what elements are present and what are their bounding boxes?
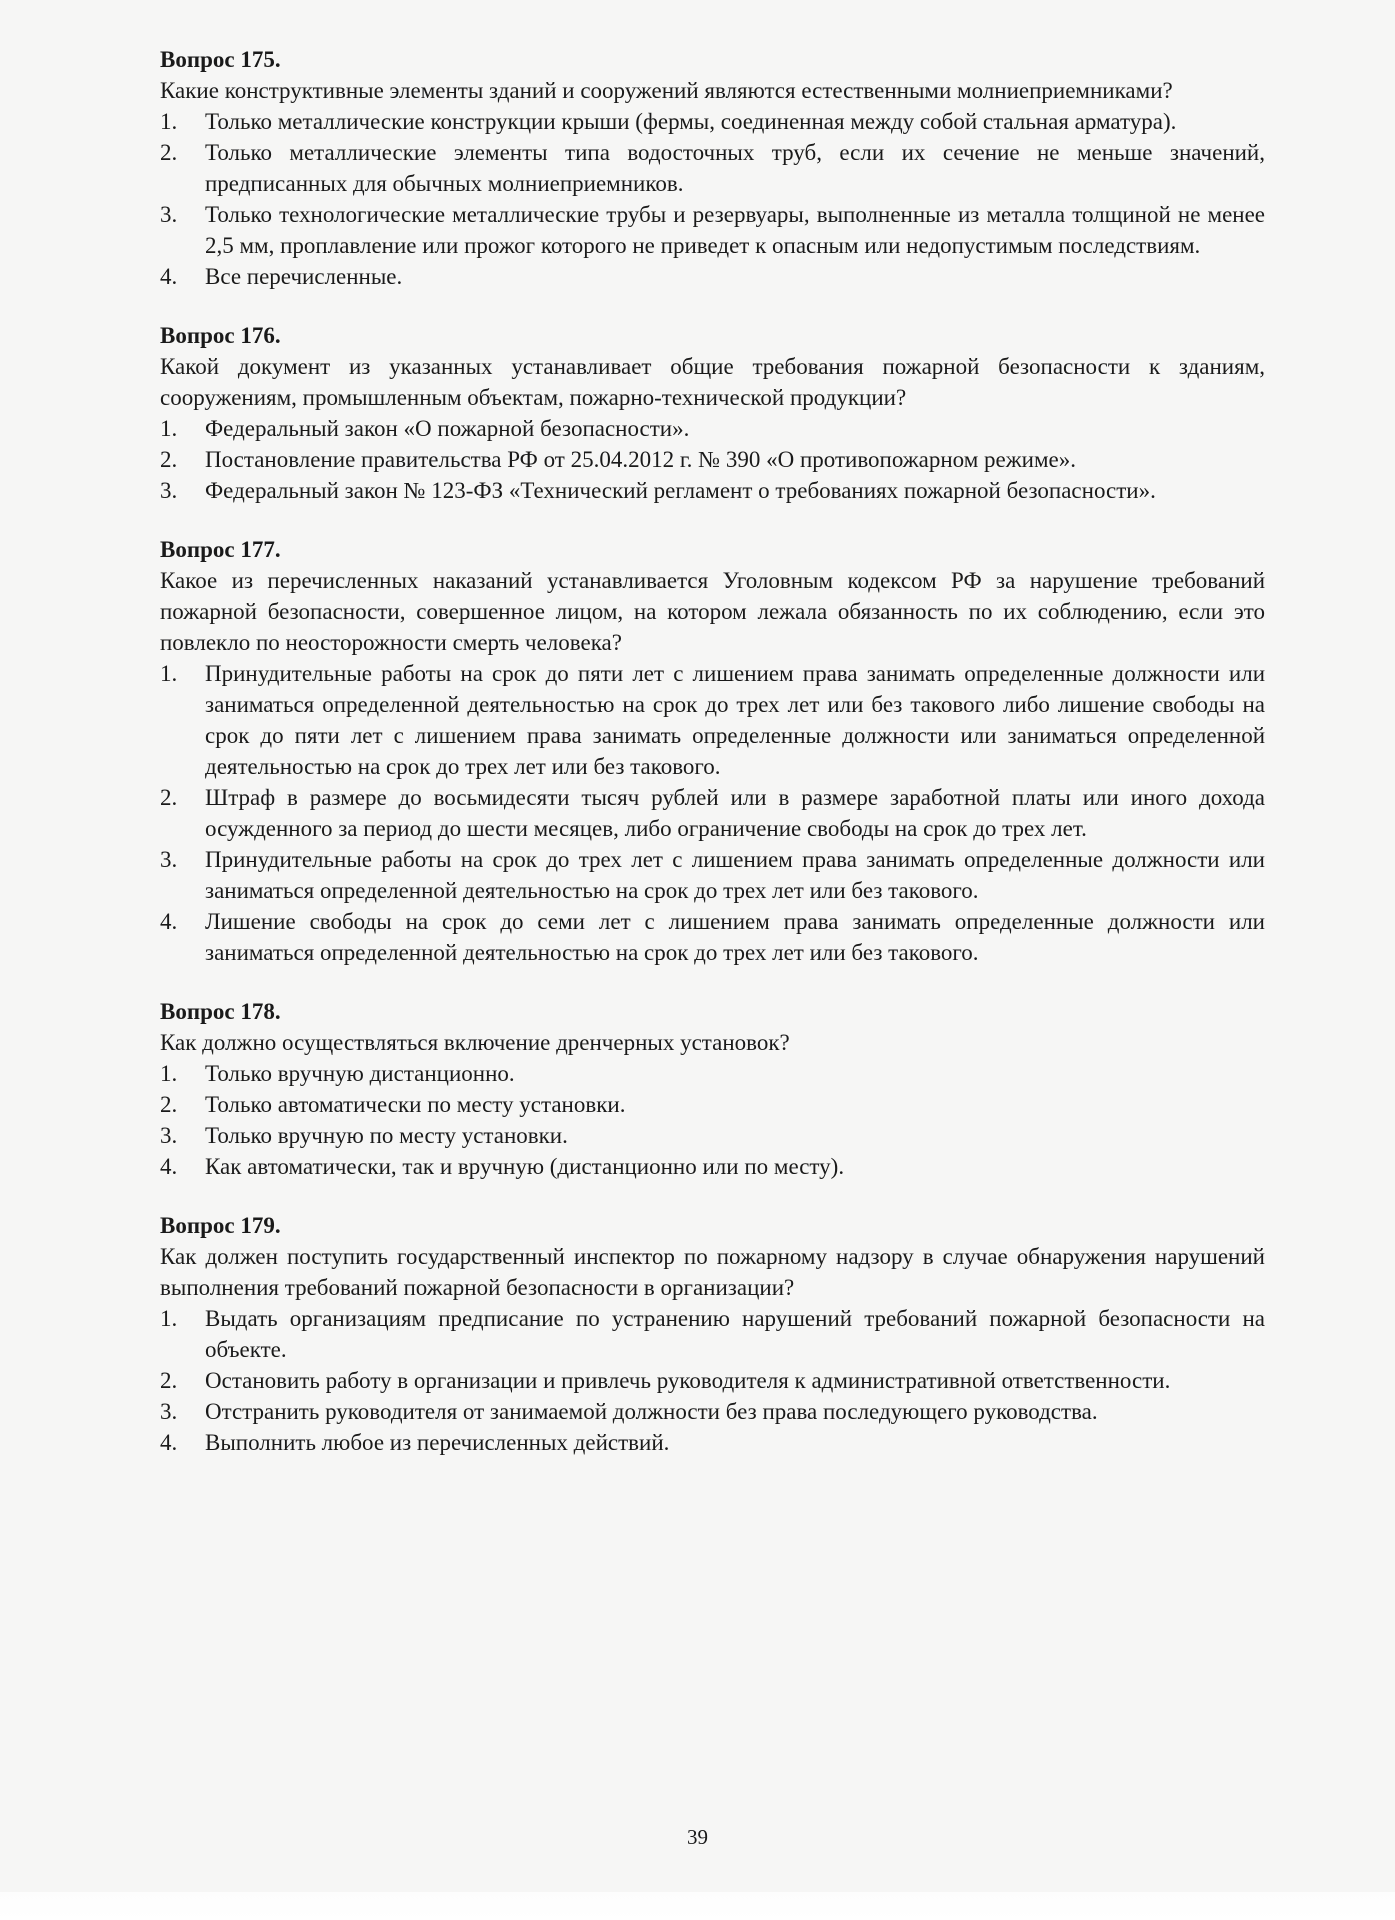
answer-number: 1. [160, 1306, 178, 1331]
answer-number: 3. [160, 1399, 178, 1424]
question-title: Вопрос 179. [160, 1213, 281, 1238]
answer-text: Только технологические металлические трубы и резервуары, выполненные из металла толщиной не менее 2,5 мм, проплавление или прожог которого не приведет к опасным или недопустимым последствиям. [205, 202, 1265, 258]
question-title: Вопрос 175. [160, 47, 281, 72]
question-178 [160, 996, 1265, 1182]
question-179 [160, 1210, 1265, 1458]
answer-number: 4. [160, 1154, 178, 1179]
answer-number: 2. [160, 1368, 178, 1393]
answer-option [160, 475, 1265, 506]
question-text: Как должно осуществляться включение дренчерных установок? [160, 1030, 790, 1055]
question-title: Вопрос 177. [160, 537, 281, 562]
answer-option [160, 413, 1265, 444]
answer-number: 1. [160, 109, 178, 134]
question-176 [160, 320, 1265, 506]
answer-text: Все перечисленные. [205, 264, 403, 289]
answer-text: Постановление правительства РФ от 25.04.2012 г. № 390 «О противопожарном режиме». [205, 447, 1076, 472]
answer-option [160, 1365, 1265, 1396]
answer-text: Только вручную дистанционно. [205, 1061, 515, 1086]
answer-option [160, 1151, 1265, 1182]
answer-number: 2. [160, 785, 178, 810]
answer-number: 1. [160, 661, 178, 686]
answer-option [160, 1120, 1265, 1151]
answer-option [160, 1396, 1265, 1427]
answer-text: Штраф в размере до восьмидесяти тысяч рублей или в размере заработной платы или иного дохода осужденного за период до шести месяцев, либо ограничение свободы на срок до трех лет. [205, 785, 1265, 841]
questions-list [160, 44, 1265, 1486]
answer-list [160, 1303, 1265, 1458]
answer-option [160, 844, 1265, 906]
answer-option [160, 906, 1265, 968]
question-text: Как должен поступить государственный инспектор по пожарному надзору в случае обнаружения нарушений выполнения требований пожарной безопасности в организации? [160, 1244, 1265, 1300]
answer-text: Принудительные работы на срок до пяти лет с лишением права занимать определенные должности или заниматься определенной деятельностью на срок до трех лет или без такового либо лишение свободы на срок до пяти лет с лишением права занимать определенные должности или заниматься определенной деятельностью на срок до трех лет или без такового. [205, 661, 1265, 779]
question-text: Какое из перечисленных наказаний устанавливается Уголовным кодексом РФ за нарушение требований пожарной безопасности, совершенное лицом, на котором лежала обязанность по их соблюдению, если это повлекло по неосторожности смерть человека? [160, 568, 1265, 655]
answer-list [160, 413, 1265, 506]
question-175 [160, 44, 1265, 292]
answer-option [160, 1089, 1265, 1120]
answer-number: 2. [160, 447, 178, 472]
question-177 [160, 534, 1265, 968]
answer-option [160, 782, 1265, 844]
answer-number: 3. [160, 478, 178, 503]
answer-number: 2. [160, 1092, 178, 1117]
answer-list [160, 1058, 1265, 1182]
answer-text: Только вручную по месту установки. [205, 1123, 568, 1148]
page-number: 39 [687, 1825, 708, 1849]
answer-option [160, 106, 1265, 137]
answer-number: 1. [160, 1061, 178, 1086]
answer-text: Как автоматически, так и вручную (дистанционно или по месту). [205, 1154, 845, 1179]
answer-number: 3. [160, 847, 178, 872]
answer-number: 3. [160, 202, 178, 227]
answer-option [160, 1058, 1265, 1089]
scan-edge [0, 1892, 1395, 1920]
answer-option [160, 1303, 1265, 1365]
answer-option [160, 137, 1265, 199]
answer-text: Лишение свободы на срок до семи лет с лишением права занимать определенные должности или заниматься определенной деятельностью на срок до трех лет или без такового. [205, 909, 1265, 965]
answer-text: Только металлические элементы типа водосточных труб, если их сечение не меньше значений, предписанных для обычных молниеприемников. [205, 140, 1265, 196]
answer-number: 4. [160, 264, 178, 289]
answer-number: 1. [160, 416, 178, 441]
answer-list [160, 106, 1265, 292]
answer-option [160, 658, 1265, 782]
answer-text: Федеральный закон № 123-ФЗ «Технический регламент о требованиях пожарной безопасности». [205, 478, 1156, 503]
answer-option [160, 444, 1265, 475]
answer-text: Остановить работу в организации и привлечь руководителя к административной ответственности. [205, 1368, 1171, 1393]
answer-text: Отстранить руководителя от занимаемой должности без права последующего руководства. [205, 1399, 1098, 1424]
question-title: Вопрос 176. [160, 323, 281, 348]
answer-text: Выполнить любое из перечисленных действий. [205, 1430, 670, 1455]
answer-text: Принудительные работы на срок до трех лет с лишением права занимать определенные должности или заниматься определенной деятельностью на срок до трех лет или без такового. [205, 847, 1265, 903]
answer-text: Федеральный закон «О пожарной безопасности». [205, 416, 690, 441]
answer-number: 4. [160, 1430, 178, 1455]
answer-text: Выдать организациям предписание по устранению нарушений требований пожарной безопасности на объекте. [205, 1306, 1265, 1362]
question-text: Какой документ из указанных устанавливает общие требования пожарной безопасности к зданиям, сооружениям, промышленным объектам, пожарно-технической продукции? [160, 354, 1265, 410]
answer-text: Только автоматически по месту установки. [205, 1092, 626, 1117]
answer-option [160, 1427, 1265, 1458]
answer-text: Только металлические конструкции крыши (фермы, соединенная между собой стальная арматура). [205, 109, 1177, 134]
question-title: Вопрос 178. [160, 999, 281, 1024]
answer-number: 4. [160, 909, 178, 934]
answer-number: 2. [160, 140, 178, 165]
answer-option [160, 261, 1265, 292]
question-text: Какие конструктивные элементы зданий и сооружений являются естественными молниеприемниками? [160, 78, 1173, 103]
answer-option [160, 199, 1265, 261]
answer-list [160, 658, 1265, 968]
answer-number: 3. [160, 1123, 178, 1148]
